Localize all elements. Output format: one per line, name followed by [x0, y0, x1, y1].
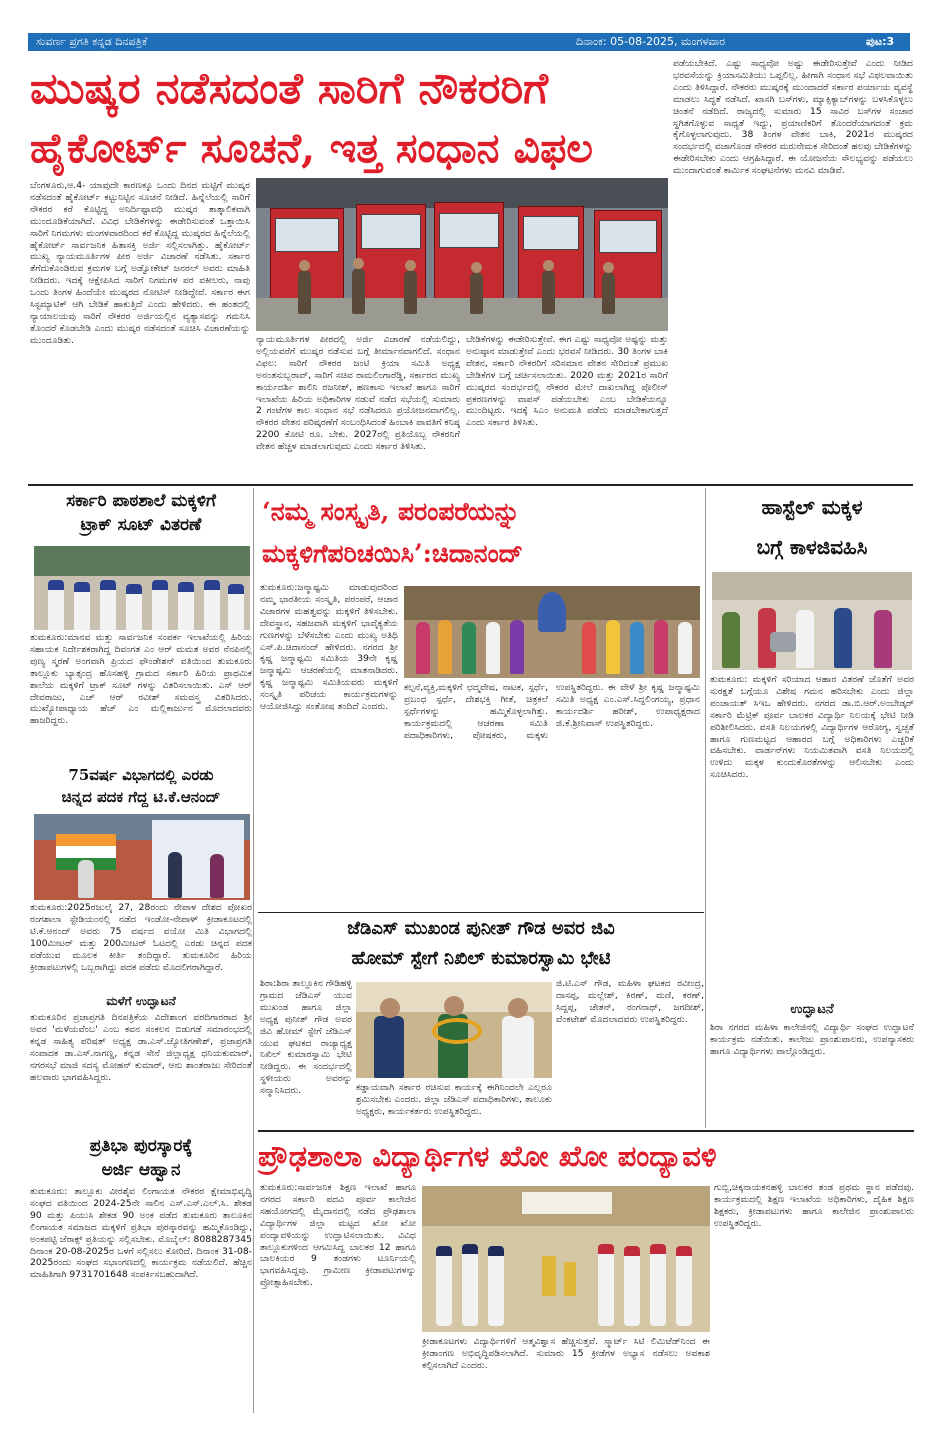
section-divider [258, 912, 704, 913]
medal-title-1: 75ವರ್ಷ ವಿಭಾಗದಲ್ಲಿ ಎರಡು [68, 766, 214, 784]
section-divider [28, 484, 913, 486]
hostel-title-1: ಹಾಸ್ಟೆಲ್ ಮಕ್ಕಳ [761, 495, 863, 519]
track-suit-body: ತುಮಕೂರು:ಮಾನವ ಮತ್ತು ಸಾರ್ವಜನಿಕ ಸಂಪರ್ಕ ಇಲಾಖೆಯಲ್ಲಿ ಹಿರಿಯ ಸಹಾಯಕ ನಿರ್ದೇಶಕರಾಗಿದ್ದ ದಿವಂಗತ ಎಂ ಆರ್ ಮಮತ ಅವರ ನೆನಪಿನಲ್ಲಿ ಪುಣ್ಯ ಸ್ಮರಣೆ ಅಂಗವಾಗಿ ಪ್ರಿಯದ ಫೌಂಡೇಶನ್ ವತಿಯಿಂದ ತುಮಕೂರು ತಾಲ್ಲೂಕು ಬ್ಯಾತ್ಸಂದ್ರ ಹೊಸಹಳ್ಳಿ ಗ್ರಾಮದ ಸರ್ಕಾರಿ ಹಿರಿಯ ಪ್ರಾಥಮಿಕ ಶಾಲೆಯ ಮಕ್ಕಳಿಗೆ ಟ್ರಾಕ್ ಸೂಟ್ ಗಳನ್ನು ವಿತರಿಸಲಾಯಿತು. ಎಸ್ ಆರ್ ದೇವರಾಜು, ಎಚ್ ಆರ್ ರವೀಶ್ ಸಮವಸ್ತ್ರ ವಿತರಿಸಿದರು. ಮುಖ್ಯೋಪಾಧ್ಯಾಯ ಹೆಚ್ ಎಂ ಮಲ್ಲಿಕಾರ್ಜುನ ಮೊದಲಾದವರು ಹಾಜರಿದ್ದರು. [30, 632, 252, 727]
track-suit-title-2: ಟ್ರಾಕ್ ಸೂಟ್ ವಿತರಣೆ [80, 515, 202, 535]
culture-headline-1: ‘ನಮ್ಮ ಸಂಸ್ಕೃತಿ, ಪರಂಪರೆಯನ್ನು [262, 497, 520, 526]
khokho-photo [422, 1186, 710, 1332]
nikhil-headline-1: ಜೆಡಿಎಸ್ ಮುಖಂಡ ಪುನೀತ್ ಗೌಡ ಅವರ ಜಿವಿ [347, 918, 615, 939]
khokho-column-1: ತುಮಕೂರು:ಸಾರ್ವಜನಿಕ ಶಿಕ್ಷಣ ಇಲಾಖೆ ಹಾಗೂ ನಗರದ ಸರ್ಕಾರಿ ಪದವಿ ಪೂರ್ವ ಕಾಲೇಜಿನ ಸಹಯೋಗದಲ್ಲಿ ಮೈದಾನದಲ್ಲಿ ನಡೆದ ಪ್ರೌಢಶಾಲಾ ವಿದ್ಯಾರ್ಥಿಗಳ ಜಿಲ್ಲಾ ಮಟ್ಟದ ಖೋ ಖೋ ಪಂದ್ಯಾವಳಿಯನ್ನು ಉದ್ಘಾಟಿಸಲಾಯಿತು. ವಿವಿಧ ತಾಲ್ಲೂಕುಗಳಿಂದ ಆಗಮಿಸಿದ್ದ ಬಾಲಕರ 12 ಹಾಗೂ ಬಾಲಕಿಯರ 9 ತಂಡಗಳು ಟೂರ್ನಿಯಲ್ಲಿ ಭಾಗವಹಿಸಿದ್ದವು. ಗ್ರಾಮೀಣ ಕ್ರೀಡಾಪಟುಗಳನ್ನು ಪ್ರೋತ್ಸಾಹಿಸಬೇಕು. [260, 1182, 416, 1289]
janmashtami-photo [404, 586, 700, 678]
lead-column-2: ನ್ಯಾಯಮೂರ್ತಿಗಳ ಪೀಠದಲ್ಲಿ ಅರ್ಜಿ ವಿಚಾರಣೆ ನಡೆಯಲಿದ್ದು, ಅಲ್ಲಿಯವರೆಗೆ ಮುಷ್ಕರ ನಡೆಸುವ ಬಗ್ಗೆ ತೀರ್ಮಾನವಾಗಲಿದೆ. ಸಂಧಾನ ವಿಫಲ: ಸಾರಿಗೆ ನೌಕರರ ಜಂಟಿ ಕ್ರಿಯಾ ಸಮಿತಿ ಅಧ್ಯಕ್ಷ ಅನಂತಸುಬ್ಬರಾವ್, ಸಾರಿಗೆ ಸಚಿವ ರಾಮಲಿಂಗಾರೆಡ್ಡಿ, ಸರ್ಕಾರದ ಮುಖ್ಯ ಕಾರ್ಯದರ್ಶಿ ಶಾಲಿನಿ ರಜನೀಶ್, ಹಣಕಾಸು ಇಲಾಖೆ ಹಾಗೂ ಸಾರಿಗೆ ಇಲಾಖೆಯ ಹಿರಿಯ ಅಧಿಕಾರಿಗಳ ನಡುವೆ ನಡೆದ ಸಭೆಯಲ್ಲಿ ಸುಮಾರು 2 ಗಂಟೆಗಳ ಕಾಲ ಸಂಧಾನ ಸಭೆ ನಡೆಸಿದರೂ ಪ್ರಯೋಜನವಾಗಲಿಲ್ಲ. ನೌಕರರ ವೇತನ ಪರಿಷ್ಕರಣೆಗೆ ಸಂಬಂಧಿಸಿದಂತೆ ಹಿಂಬಾಕಿ ಪಾವತಿಗೆ ಕನಿಷ್ಠ 2200 ಕೋಟಿ ರೂ. ಬೇಕು. 2027ರಲ್ಲಿ ಪ್ರತಿಯೊಬ್ಬ ನೌಕರನಿಗೆ ವೇತನ ಹೆಚ್ಚಳ ಮಾಡಲಾಗುವುದು ಎಂದು ಸರ್ಕಾರ ತಿಳಿಸಿತು. [256, 334, 460, 453]
award-title-1: ಪ್ರತಿಭಾ ಪುರಸ್ಕಾರಕ್ಕೆ [89, 1136, 193, 1156]
lead-column-4: ಪಡೆಯಬೇಕಿದೆ. ಎಷ್ಟು ಸಾಧ್ಯವೋ ಅಷ್ಟು ಈಡೇರಿಸುತ್ತೇವೆ ಎಂದು ನೀಡಿದ ಭರವಸೆಯನ್ನು ಕ್ರಿಯಾಸಮಿತಿಯು ಒಪ್ಪಲಿಲ್ಲ. ಹೀಗಾಗಿ ಸಂಧಾನ ಸಭೆ ವಿಫಲವಾಯಿತು ಎಂದು ತಿಳಿಸಿದ್ದಾರೆ. ನೌಕರರು ಮುಷ್ಕರಕ್ಕೆ ಮುಂದಾದರೆ ಸರ್ಕಾರ ಪರ್ಯಾಯ ವ್ಯವಸ್ಥೆ ಮಾಡಲು ಸಿದ್ಧತೆ ನಡೆಸಿದೆ. ಖಾಸಗಿ ಬಸ್‍ಗಳು, ಮ್ಯಾಕ್ಸಿಕ್ಯಾಬ್‍ಗಳನ್ನು ಬಳಸಿಕೊಳ್ಳಲು ಚಿಂತನೆ ನಡೆದಿದೆ. ರಾಜ್ಯದಲ್ಲಿ ಸುಮಾರು 15 ಸಾವಿರ ಬಸ್‍ಗಳ ಸಂಚಾರ ಸ್ಥಗಿತಗೊಳ್ಳುವ ಸಾಧ್ಯತೆ ಇದ್ದು, ಪ್ರಯಾಣಿಕರಿಗೆ ತೊಂದರೆಯಾಗದಂತೆ ಕ್ರಮ ಕೈಗೊಳ್ಳಲಾಗುವುದು. 38 ತಿಂಗಳ ವೇತನ ಬಾಕಿ, 2021ರ ಮುಷ್ಕರದ ಸಂದರ್ಭದಲ್ಲಿ ವಜಾಗೊಂಡ ನೌಕರರ ಮರುನೇಮಕ ಸೇರಿದಂತೆ ಹಲವು ಬೇಡಿಕೆಗಳನ್ನು ಈಡೇರಿಸಬೇಕು ಎಂದು ಆಗ್ರಹಿಸಿದ್ದಾರೆ. ಈ ಯೋಜನೆಯ ಸೌಲಭ್ಯವನ್ನು ಪಡೆಯಲು ಮುಂದಾಗುವಂತೆ ಕಾರ್ಮಿಕ ಸಂಘಟನೆಗಳು ಮನವಿ ಮಾಡಿವೆ. [673, 58, 913, 177]
culture-column-2: ಕಲ್ಪನೆ,ವ್ಯಕ್ತಿ,ಮಕ್ಕಳಿಗೆ ಛದ್ಮವೇಷ, ನಾಟಕ, ಸ್ಪರ್ಧೆ, ಪ್ರಬಂಧ ಸ್ಪರ್ಧೆ, ದೇಶಭಕ್ತಿ ಗೀತೆ, ಚಿತ್ರಕಲೆ ಸ್ಪರ್ಧೆಗಳನ್ನು ಹಮ್ಮಿಕೊಳ್ಳಲಾಗಿತ್ತು. ಕಾರ್ಯಕ್ರಮದಲ್ಲಿ ಆಚರಣಾ ಸಮಿತಿ ಪದಾಧಿಕಾರಿಗಳು, ಪೋಷಕರು, ಮಕ್ಕಳು ಉಪಸ್ಥಿತರಿದ್ದರು. ಈ ವೇಳೆ ಶ್ರೀ ಕೃಷ್ಣ ಜನ್ಮಾಷ್ಟಮಿ ಸಮಿತಿ ಅಧ್ಯಕ್ಷ ಎಂ.ಎಸ್.ಸಿದ್ದಲಿಂಗಯ್ಯ, ಪ್ರಧಾನ ಕಾರ್ಯದರ್ಶಿ ಹರೀಶ್, ಉಪಾಧ್ಯಕ್ಷರಾದ ಜಿ.ಕೆ.ಶ್ರೀನಿವಾಸ್ ಉಪಸ್ಥಿತರಿದ್ದರು. [404, 682, 700, 741]
hostel-title-2: ಬಗ್ಗೆ ಕಾಳಜಿವಹಿಸಿ [756, 535, 868, 559]
nikhil-column-1: ಶಿರಾ:ಶಿರಾ ತಾಲ್ಲೂಕಿನ ಗೌಡಿಹಳ್ಳಿ ಗ್ರಾಮದ ಜೆಡಿಎಸ್ ಯುವ ಮುಖಂಡ ಹಾಗೂ ಜಿಲ್ಲಾ ಅಧ್ಯಕ್ಷ ಪುನೀತ್ ಗೌಡ ಅವರ ಜಿವಿ ಹೋಮ್ ಸ್ಟೇಗೆ ಜೆಡಿಎಸ್ ಯುವ ಘಟಕದ ರಾಜ್ಯಾಧ್ಯಕ್ಷ ನಿಖಿಲ್ ಕುಮಾರಸ್ವಾಮಿ ಭೇಟಿ ನೀಡಿದ್ದರು. ಈ ಸಂದರ್ಭದಲ್ಲಿ ಸ್ಥಳೀಯರು ಅವರನ್ನು ಸನ್ಮಾನಿಸಿದರು. [260, 978, 352, 1097]
culture-column-1: ತುಮಕೂರು:ಜನ್ಮಾಷ್ಟಮಿ ಮಾಡುವುದರಿಂದ ನಮ್ಮ ಭಾರತೀಯ ಸಂಸ್ಕೃತಿ, ಪರಂಪರೆ, ಆಚಾರ ವಿಚಾರಗಳ ಮಹತ್ವವನ್ನು ಮಕ್ಕಳಿಗೆ ತಿಳಿಸಬೇಕು. ದೇವಸ್ಥಾನ, ಸಹಜವಾಗಿ ಮಕ್ಕಳಿಗೆ ಭಾವೈಕ್ಯತೆಯ ಗುಣಗಳನ್ನು ಬೆಳೆಸಬೇಕು ಎಂದು ಮುಖ್ಯ ಅತಿಥಿ ಎಸ್.ಪಿ.ಚಿದಾನಂದ್ ಹೇಳಿದರು. ನಗರದ ಶ್ರೀ ಕೃಷ್ಣ ಜನ್ಮಾಷ್ಟಮಿ ಸಮಿತಿಯ 39ನೇ ಕೃಷ್ಣ ಜನ್ಮಾಷ್ಟಮಿ ಆಚರಣೆಯಲ್ಲಿ ಮಾತನಾಡಿದರು. ಕೃಷ್ಣ ಜನ್ಮಾಷ್ಟಮಿ ಸಮಿತಿಯವರು ಮಕ್ಕಳಿಗೆ ಸಂಸ್ಕೃತಿ ಪರಿಚಯ ಕಾರ್ಯಕ್ರಮಗಳನ್ನು ಆಯೋಜಿಸಿದ್ದು ಸಂತೋಷ ತಂದಿದೆ ಎಂದರು. [260, 582, 398, 713]
nikhil-photo [356, 982, 552, 1078]
section-divider [258, 1130, 914, 1132]
hostel-photo [712, 572, 912, 670]
lead-column-3: ಬೇಡಿಕೆಗಳನ್ನು ಈಡೇರಿಸುತ್ತೇವೆ. ಈಗ ಎಷ್ಟು ಸಾಧ್ಯವೋ ಅಷ್ಟನ್ನು ಮತ್ತು ಅನುಷ್ಠಾನ ಮಾಡುತ್ತೇವೆ ಎಂದು ಭರವಸೆ ನೀಡಿದರು. 30 ತಿಂಗಳ ಬಾಕಿ ವೇತನ, ಸರ್ಕಾರಿ ನೌಕರರಿಗೆ ಸರಿಸಮಾನ ವೇತನ ಸೇರಿದಂತೆ ಪ್ರಮುಖ ಬೇಡಿಕೆಗಳ ಬಗ್ಗೆ ಚರ್ಚಿಸಲಾಯಿತು. 2020 ಮತ್ತು 2021ರ ಸಾರಿಗೆ ಮುಷ್ಕರದ ಸಂದರ್ಭದಲ್ಲಿ ನೌಕರರ ಮೇಲೆ ದಾಖಲಾಗಿದ್ದ ಪೊಲೀಸ್ ಪ್ರಕರಣಗಳನ್ನು ವಾಪಸ್ ಪಡೆಯಬೇಕು ಎಂಬ ಬೇಡಿಕೆಯನ್ನೂ ಮುಂದಿಟ್ಟರು. ಇದಕ್ಕೆ ಸಿಎಂ ಅನುಮತಿ ಪಡೆದು ಮಾಡಬೇಕಾಗುತ್ತದೆ ಎಂದು ಸರ್ಕಾರ ತಿಳಿಸಿತು. [466, 334, 668, 429]
issue-date: ದಿನಾಂಕ: 05-08-2025, ಮಂಗಳವಾರ [576, 35, 726, 48]
medal-body: ತುಮಕೂರು:2025ರಜುಲೈ 27, 28ರಂದು ನೇಪಾಳ ದೇಶದ ಪೋಖರ ರಂಗಶಾಲಾ ಸ್ಟೇಡಿಯಂನಲ್ಲಿ ನಡೆದ ಇಂಡೋ-ನೇಪಾಳ್ ಕ್ರೀಡಾಕೂಟದಲ್ಲಿ ಟಿ.ಕೆ.ಆನಂದ್ ಅವರು 75 ವರ್ಷದ ವಯೋ ಮಿತಿ ವಿಭಾಗದಲ್ಲಿ 100ಮೀಟರ್ ಮತ್ತು 200ಮೀಟರ್ ಓಟದಲ್ಲಿ ಎರಡು ಚಿನ್ನದ ಪದಕ ಪಡೆಯುವ ಮೂಲಕ ಕೀರ್ತಿ ತಂದಿದ್ದಾರೆ. ತುಮಕೂರಿನ ಹಿರಿಯ ಕ್ರೀಡಾಪಟುಗಳಲ್ಲಿ ಒಬ್ಬರಾಗಿದ್ದು ಪದಕ ಪಡೆದು ಮೊದಲಿಗರಾಗಿದ್ದಾರೆ. [30, 902, 252, 973]
column-rule-left [253, 488, 254, 1413]
hostel-sub-title: ಉದ್ಘಾಟನೆ [790, 1002, 834, 1017]
paper-name: ಸುವರ್ಣ ಪ್ರಗತಿ ಕನ್ನಡ ದಿನಪತ್ರಿಕೆ [36, 35, 148, 48]
masthead-bar [28, 33, 910, 51]
page-number: ಪುಟ:3 [866, 35, 895, 48]
rain-title: ಮಳೆಗೆ ಉದ್ಘಾಟನೆ [106, 994, 176, 1008]
column-rule-right [705, 488, 706, 1128]
medal-photo [34, 814, 250, 900]
track-suit-photo [34, 546, 250, 630]
hostel-sub-body: ಶಿರಾ ನಗರದ ಮಹಿಳಾ ಕಾಲೇಜಿನಲ್ಲಿ ವಿದ್ಯಾರ್ಥಿ ಸಂಘದ ಉದ್ಘಾಟನೆ ಕಾರ್ಯಕ್ರಮ ನಡೆಯಿತು. ಕಾಲೇಜು ಪ್ರಾಂಶುಪಾಲರು, ಉಪನ್ಯಾಸಕರು ಹಾಗೂ ವಿದ್ಯಾರ್ಥಿಗಳು ಪಾಲ್ಗೊಂಡಿದ್ದರು. [710, 1022, 914, 1057]
khokho-headline: ಪ್ರೌಢಶಾಲಾ ವಿದ್ಯಾರ್ಥಿಗಳ ಖೋ ಖೋ ಪಂದ್ಯಾವಳಿ [258, 1139, 717, 1173]
medal-title-2: ಚಿನ್ನದ ಪದಕ ಗೆದ್ದ ಟಿ.ಕೆ.ಆನಂದ್ [61, 788, 221, 806]
khokho-column-2: ಕ್ರೀಡಾಕೂಟಗಳು ವಿದ್ಯಾರ್ಥಿಗಳಿಗೆ ಆತ್ಮವಿಶ್ವಾಸ ಹೆಚ್ಚಿಸುತ್ತವೆ. ಸ್ಮಾರ್ಟ್ ಸಿಟಿ ಲಿಮಿಟೆಡ್‍ನಿಂದ ಈ ಕ್ರೀಡಾಂಗಣ ಅಭಿವೃದ್ಧಿಪಡಿಸಲಾಗಿದೆ. ಸುಮಾರು 15 ಕ್ರೀಡೆಗಳ ಅಭ್ಯಾಸ ನಡೆಸಲು ಅವಕಾಶ ಕಲ್ಪಿಸಲಾಗಿದೆ ಎಂದರು. [422, 1336, 710, 1371]
nikhil-column-3: ಜಿ.ಟಿ.ಎಸ್ ಗೌಡ, ಮಹಿಳಾ ಘಟಕದ ರವೀಂದ್ರ, ದಾಸಪ್ಪ, ಮಲ್ಲೇಶ್, ಕಿರಣ್, ಮಣಿ, ಕರಣ್, ಸಿದ್ದಪ್ಪ, ಚೇತನ್, ರಂಗನಾಥ್, ಜಗದೀಶ್, ವೆಂಕಟೇಶ್ ಮೊದಲಾದವರು ಉಪಸ್ಥಿತರಿದ್ದರು. [556, 978, 704, 1025]
hostel-body: ತುಮಕೂರು: ಮಕ್ಕಳಿಗೆ ಸರಿಯಾದ ಆಹಾರ ವಿತರಣೆ ಜೊತೆಗೆ ಅವರ ಸುರಕ್ಷತೆ ಬಗ್ಗೆಯೂ ವಿಶೇಷ ಗಮನ ಹರಿಸಬೇಕು ಎಂದು ಜಿಲ್ಲಾ ಪಂಚಾಯತ್ ಸಿಇಒ ಹೇಳಿದರು. ನಗರದ ಡಾ.ಬಿ.ಆರ್.ಅಂಬೇಡ್ಕರ್ ಸರ್ಕಾರಿ ಮೆಟ್ರಿಕ್ ಪೂರ್ವ ಬಾಲಕರ ವಿದ್ಯಾರ್ಥಿ ನಿಲಯಕ್ಕೆ ಭೇಟಿ ನೀಡಿ ಪರಿಶೀಲಿಸಿದರು. ವಸತಿ ನಿಲಯಗಳಲ್ಲಿ ವಿದ್ಯಾರ್ಥಿಗಳ ಆರೋಗ್ಯ, ಸ್ವಚ್ಛತೆ ಹಾಗೂ ಗುಣಮಟ್ಟದ ಆಹಾರದ ಬಗ್ಗೆ ಅಧಿಕಾರಿಗಳು ಎಚ್ಚರಿಕೆ ವಹಿಸಬೇಕು. ವಾರ್ಡನ್‍ಗಳು ನಿಯಮಿತವಾಗಿ ವಸತಿ ನಿಲಯದಲ್ಲಿ ಉಳಿದು ಮಕ್ಕಳ ಕುಂದುಕೊರತೆಗಳನ್ನು ಆಲಿಸಬೇಕು ಎಂದು ಸೂಚಿಸಿದರು. [710, 674, 914, 781]
bus-depot-photo [256, 178, 668, 331]
nikhil-column-2: ಕಡ್ಡಾಯವಾಗಿ ಸರ್ಕಾರ ರಚಿಸುವ ಕಾರ್ಯಕ್ಕೆ ಈಗಿನಿಂದಲೇ ಎಲ್ಲರೂ ಶ್ರಮಿಸಬೇಕು ಎಂದರು. ಜಿಲ್ಲಾ ಜೆಡಿಎಸ್ ಪದಾಧಿಕಾರಿಗಳು, ತಾಲೂಕು ಅಧ್ಯಕ್ಷರು, ಕಾರ್ಯಕರ್ತರು ಉಪಸ್ಥಿತರಿದ್ದರು. [356, 1082, 552, 1117]
rain-body: ತುಮಕೂರಿನ ಪ್ರಜಾಪ್ರಗತಿ ದಿನಪತ್ರಿಕೆಯ ವಿದೇಶಾಂಗ ವರದಿಗಾರರಾದ ಶ್ರೀ ಅವರ 'ಮಳೆಯವೆಂಬ' ಎಂಬ ಕವನ ಸಂಕಲನ ಬಿಡುಗಡೆ ಸಮಾರಂಭದಲ್ಲಿ ಕನ್ನಡ ಸಾಹಿತ್ಯ ಪರಿಷತ್ ಅಧ್ಯಕ್ಷ ಡಾ.ಎಸ್.ಜ್ಯೋತಿಗಣೇಶ್, ಪ್ರಜಾಪ್ರಗತಿ ಸಂಪಾದಕ ಡಾ.ಎಸ್.ನಾಗಣ್ಣ, ಕನ್ನಡ ಸೇನೆ ಜಿಲ್ಲಾಧ್ಯಕ್ಷ ಧನಿಯಕುಮಾರ್, ನಗರಸಭೆ ಮಾಜಿ ಸದಸ್ಯ ಮೋಹನ್ ಕುಮಾರ್, ಆನು ಶಾಂತರಾಜು ಸೇರಿದಂತೆ ಹಲವಾರು ಭಾಗವಹಿಸಿದ್ದರು. [30, 1012, 252, 1083]
lead-headline-2: ಹೈಕೋರ್ಟ್ ಸೂಚನೆ, ಇತ್ತ ಸಂಧಾನ ವಿಫಲ [30, 124, 593, 172]
lead-headline-1: ಮುಷ್ಕರ ನಡೆಸದಂತೆ ಸಾರಿಗೆ ನೌಕರರಿಗೆ [30, 64, 549, 114]
nikhil-headline-2: ಹೋಮ್ ಸ್ಟೇಗೆ ನಿಖಿಲ್ ಕುಮಾರಸ್ವಾಮಿ ಭೇಟಿ [351, 948, 611, 969]
award-body: ತುಮಕೂರು: ತಾಲ್ಲೂಕು ವೀರಶೈವ ಲಿಂಗಾಯತ ನೌಕರರ ಕ್ಷೇಮಾಭಿವೃದ್ಧಿ ಸಂಘದ ವತಿಯಿಂದ 2024-25ನೇ ಸಾಲಿನ ಎಸ್.ಎಸ್.ಎಲ್.ಸಿ. ಶೇಕಡ 90 ಮತ್ತು ಪಿಯುಸಿ ಶೇಕಡ 90 ಅಂಕ ಪಡೆದ ತುಮಕೂರು ತಾಲೂಕಿನ ಲಿಂಗಾಯತ ಸಮಾಜದ ಮಕ್ಕಳಿಗೆ ಪ್ರತಿಭಾ ಪುರಸ್ಕಾರವನ್ನು ಹಮ್ಮಿಕೊಂಡಿದ್ದು, ಅಂಕಪಟ್ಟಿ ಜೆರಾಕ್ಸ್ ಪ್ರತಿಯನ್ನು ಸಲ್ಲಿಸಬೇಕು. ಮೊಬೈಲ್: 8088287345 ದಿನಾಂಕ 20-08-2025ರ ಒಳಗೆ ಸಲ್ಲಿಸಲು ಕೋರಿದೆ. ದಿನಾಂಕ 31-08-2025ರಂದು ಸಂಘದ ಸಭಾಂಗಣದಲ್ಲಿ ಕಾರ್ಯಕ್ರಮ ನಡೆಯಲಿದೆ. ಹೆಚ್ಚಿನ ಮಾಹಿತಿಗಾಗಿ 9731701648 ಸಂಪರ್ಕಿಸಬಹುದಾಗಿದೆ. [30, 1186, 252, 1281]
award-title-2: ಅರ್ಜಿ ಆಹ್ವಾನ [101, 1160, 181, 1180]
khokho-column-3: ಗುಬ್ಬಿ,ಚಿಕ್ಕನಾಯಕನಹಳ್ಳಿ ಬಾಲಕರ ತಂಡ ಪ್ರಥಮ ಸ್ಥಾನ ಪಡೆದವು. ಕಾರ್ಯಕ್ರಮದಲ್ಲಿ ಶಿಕ್ಷಣ ಇಲಾಖೆಯ ಅಧಿಕಾರಿಗಳು, ದೈಹಿಕ ಶಿಕ್ಷಣ ಶಿಕ್ಷಕರು, ಕ್ರೀಡಾಪಟುಗಳು ಹಾಗೂ ಕಾಲೇಜಿನ ಪ್ರಾಂಶುಪಾಲರು ಉಪಸ್ಥಿತರಿದ್ದರು. [714, 1182, 914, 1229]
culture-headline-2: ಮಕ್ಕಳಿಗೆಪರಿಚಯಿಸಿ’:ಚಿದಾನಂದ್ [262, 539, 523, 568]
lead-column-1: ಬೆಂಗಳೂರು,ಆ.4- ಯಾವುದೇ ಕಾರಣಕ್ಕೂ ಒಂದು ದಿನದ ಮಟ್ಟಿಗೆ ಮುಷ್ಕರ ನಡೆಸದಂತೆ ಹೈಕೋರ್ಟ್ ಕಟ್ಟುನಿಟ್ಟಿನ ಸೂಚನೆ ನೀಡಿದೆ. ಹಿನ್ನೆಲೆಯಲ್ಲಿ ಸಾರಿಗೆ ನೌಕರರ ಕರೆ ಕೊಟ್ಟಿದ್ದ ಅನಿರ್ದಿಷ್ಟಾವಧಿ ಮುಷ್ಕರ ತಾತ್ಕಾಲಿಕವಾಗಿ ಮುಂದೂಡಿಕೆಯಾಗಿದೆ. ವಿವಿಧ ಬೇಡಿಕೆಗಳನ್ನು ಈಡೇರಿಸುವಂತೆ ಒತ್ತಾಯಿಸಿ ಸಾರಿಗೆ ನಿಗಮಗಳು ಮಂಗಳವಾರದಿಂದ ಕರೆ ಕೊಟ್ಟಿದ್ದ ಮುಷ್ಕರದ ಹಿನ್ನೆಲೆಯಲ್ಲಿ ಹೈಕೋರ್ಟ್ ಸಾರ್ವಜನಿಕ ಹಿತಾಸಕ್ತಿ ಅರ್ಜಿ ಸಲ್ಲಿಸಲಾಗಿತ್ತು. ಹೈಕೋರ್ಟ್ ಮುಖ್ಯ ನ್ಯಾಯಮೂರ್ತಿಗಳ ಪೀಠ ಅರ್ಜಿ ವಿಚಾರಣೆ ನಡೆಸಿತು. ಸರ್ಕಾರ ತೆಗೆದುಕೊಂಡಿರುವ ಕ್ರಮಗಳ ಬಗ್ಗೆ ಅಡ್ವೋಕೇಟ್ ಜನರಲ್ ಅವರು ಮಾಹಿತಿ ನೀಡಿದರು. ಇದಕ್ಕೆ ಆಕ್ಷೇಪಿಸಿದ ಸಾರಿಗೆ ನಿಗಮಗಳ ಪರ ವಕೀಲರು, ನಾವು ಒಂದು ತಿಂಗಳ ಹಿಂದೆಯೇ ಮುಷ್ಕರದ ನೋಟಿಸ್ ನೀಡಿದ್ದೇವೆ. ಸರ್ಕಾರ ಈಗ ಸಿಸ್ಟಮ್ಯಾಟಿಕ್ ಆಗಿ ಬೇಡಿಕೆ ಹಾಕುತ್ತಿದೆ ಎಂದು ಹೇಳಿದರು. ಈ ಹಂತದಲ್ಲಿ ನ್ಯಾಯಾಲಯವು ಸಾರಿಗೆ ನೌಕರರ ಅರ್ಜಿಯಲ್ಲಿನ ವ್ಯತ್ಯಾಸವನ್ನು ಗಮನಿಸಿ ತೊಂದರೆ ಕೊಡಬೇಡಿ ಎಂದು ಮುಷ್ಕರ ನಡೆಸದಂತೆ ಸೂಚಿಸಿ ವಿಚಾರಣೆಯನ್ನು ಮುಂದೂಡಿತು. [30, 180, 250, 346]
track-suit-title-1: ಸರ್ಕಾರಿ ಪಾಠಶಾಲೆ ಮಕ್ಕಳಿಗೆ [66, 491, 216, 511]
